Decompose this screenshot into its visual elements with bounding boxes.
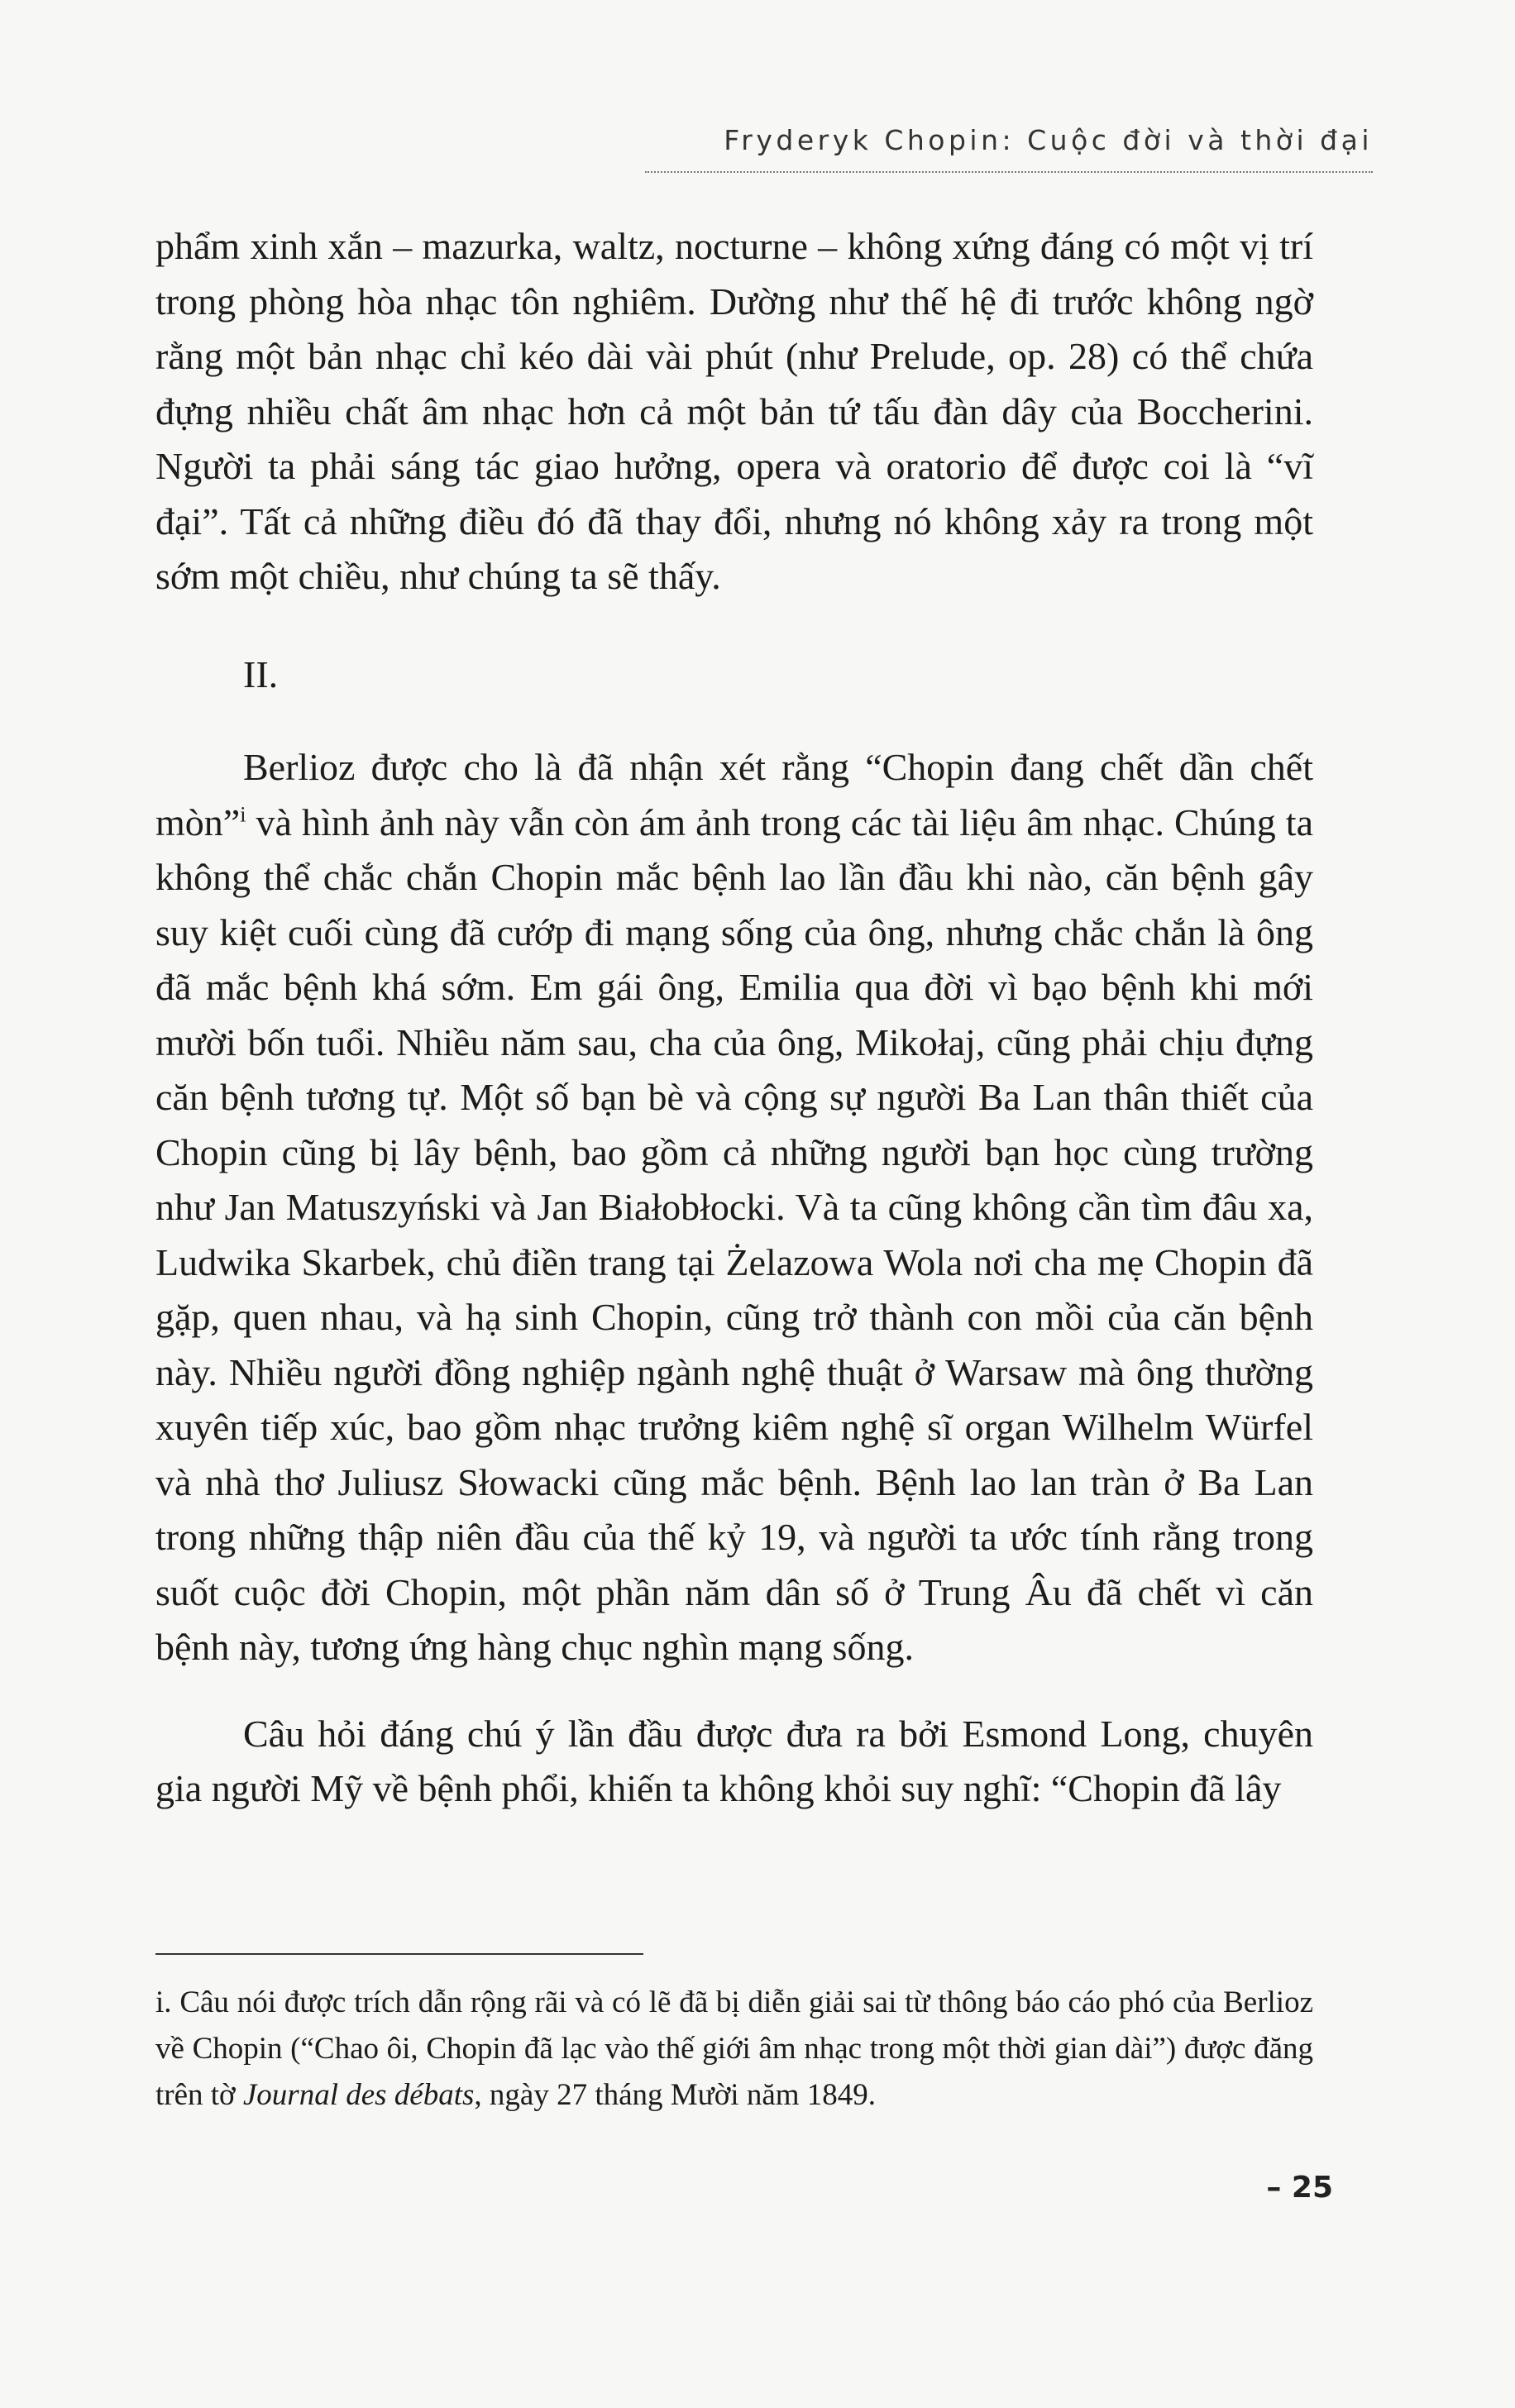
footnote-text-end: , ngày 27 tháng Mười năm 1849. [474,2078,877,2112]
paragraph-berlioz-rest: và hình ảnh này vẫn còn ám ảnh trong các tài liệu âm nhạc. Chúng ta không thể chắc chắn Chopin mắc bệnh lao lần đầu khi nào, căn bệnh gây suy kiệt cuối cùng đã cướp đi mạng sống của ông, nhưng chắc chắn là ông đã mắc bệnh khá sớm. Em gái ông, Emilia qua đời vì bạo bệnh khi mới mười bốn tuổi. Nhiều năm sau, cha của ông, Mikołaj, cũng phải chịu đựng căn bệnh tương tự. Một số bạn bè và cộng sự người Ba Lan thân thiết của Chopin cũng bị lây bệnh, bao gồm cả những người bạn học cùng trường như Jan Matuszyński và Jan Białobłocki. Và ta cũng không cần tìm đâu xa, Ludwika Skarbek, chủ điền trang tại Żelazowa Wola nơi cha mẹ Chopin đã gặp, quen nhau, và hạ sinh Chopin, cũng trở thành con mồi của căn bệnh này. Nhiều người đồng nghiệp ngành nghệ thuật ở Warsaw mà ông thường xuyên tiếp xúc, bao gồm nhạc trưởng kiêm nghệ sĩ organ Wilhelm Würfel và nhà thơ Juliusz Słowacki cũng mắc bệnh. Bệnh lao lan tràn ở Ba Lan trong những thập niên đầu của thế kỷ 19, và người ta ước tính rằng trong suốt cuộc đời Chopin, một phần năm dân số ở Trung Âu đã chết vì căn bệnh này, tương ứng hàng chục nghìn mạng sống. [155,800,1313,1668]
running-head-text: Fryderyk Chopin: Cuộc đời và thời đại [724,124,1373,156]
paragraph-berlioz-start: Berlioz được cho là đã nhận xét rằng “Chopin đang chết dần chết mòn” [155,746,1313,843]
running-head [645,124,1373,156]
footnote-text-start: i. Câu nói được trích dẫn rộng rãi và có lẽ đã bị diễn giải sai từ thông báo cáo phó của Berlioz về Chopin (“Chao ôi, Chopin đã lạc vào thế giới âm nhạc trong một thời gian dài”) được đăng trên tờ [155,1985,1313,2112]
body-text [155,219,1313,1817]
footnote-marker[interactable]: i [240,802,246,827]
section-heading: II. [243,652,279,695]
page-number: – 25 [1266,2171,1333,2205]
paragraph-continued: phẩm xinh xắn – mazurka, waltz, nocturne – không xứng đáng có một vị trí trong phòng hòa nhạc tôn nghiêm. Dường như thế hệ đi trước không ngờ rằng một bản nhạc chỉ kéo dài vài phút (như Prelude, op. 28) có thể chứa đựng nhiều chất âm nhạc hơn cả một bản tứ tấu đàn dây của Boccherini. Người ta phải sáng tác giao hưởng, opera và oratorio để được coi là “vĩ đại”. Tất cả những điều đó đã thay đổi, nhưng nó không xảy ra trong một sớm một chiều, như chúng ta sẽ thấy. [155,225,1313,597]
running-head-rule [645,171,1373,173]
footnote-journal-title: Journal des débats [242,2078,475,2112]
paragraph-esmond-long: Câu hỏi đáng chú ý lần đầu được đưa ra bởi Esmond Long, chuyên gia người Mỹ về bệnh phổi, khiến ta không khỏi suy nghĩ: “Chopin đã lây [155,1712,1313,1809]
paragraph-berlioz [155,740,1313,1675]
footnote-rule [155,1953,643,1955]
footnote [155,1980,1313,2119]
